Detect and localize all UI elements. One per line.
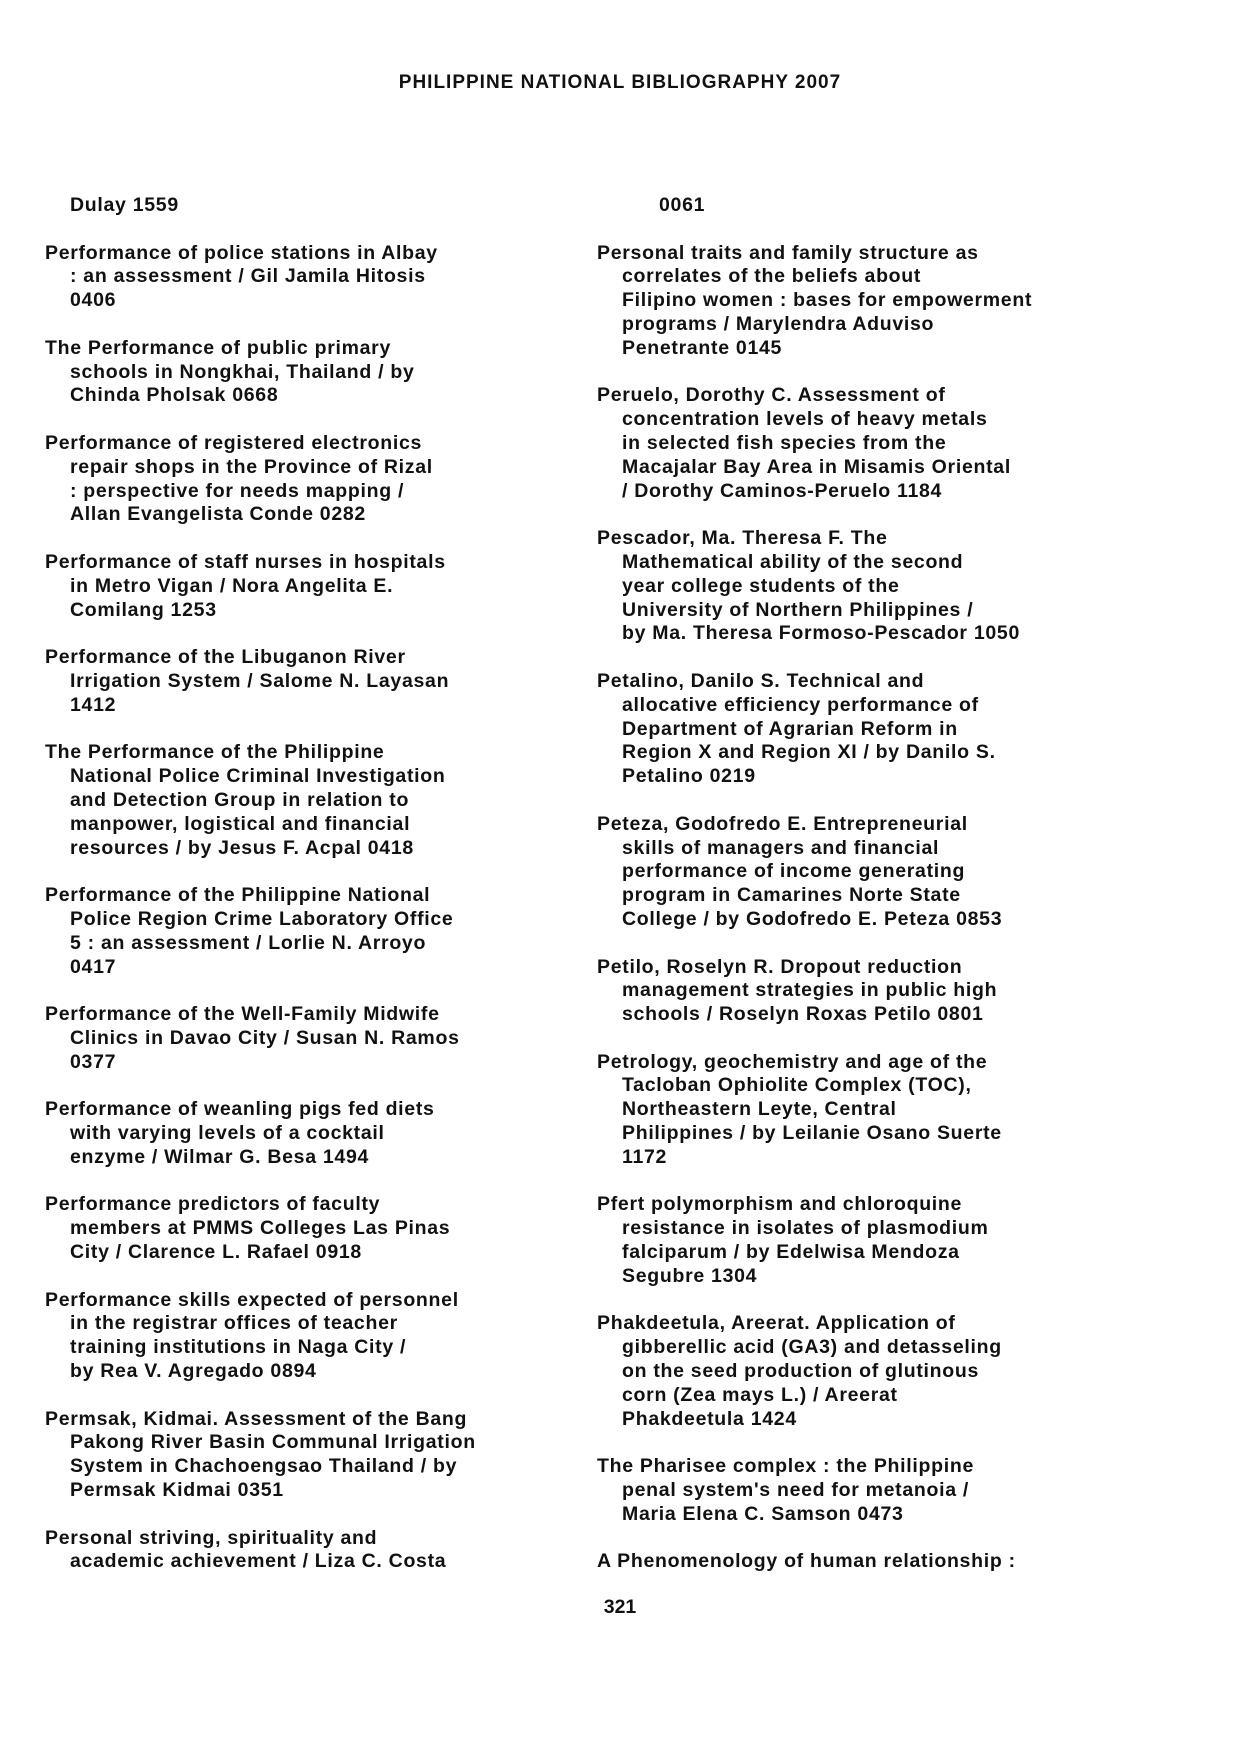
bibliography-entry: Performance of registered electronics repair shops in the Province of Rizal : perspective for needs mapping / Allan Evangelista Conde 0282 — [45, 431, 433, 526]
right-column — [597, 194, 1117, 1598]
bibliography-entry: Petrology, geochemistry and age of the Tacloban Ophiolite Complex (TOC), Northeastern Leyte, Central Philippines / by Leilanie Osano Suerte 1172 — [597, 1050, 1002, 1168]
bibliography-entry: The Performance of the Philippine National Police Criminal Investigation and Detection Group in relation to manpower, logistical and financial resources / by Jesus F. Acpal 0418 — [45, 741, 446, 859]
bibliography-entry: Petilo, Roselyn R. Dropout reduction management strategies in public high schools / Roselyn Roxas Petilo 0801 — [597, 955, 998, 1026]
bibliography-entry: Performance predictors of faculty members at PMMS Colleges Las Pinas City / Clarence L. Rafael 0918 — [45, 1193, 451, 1264]
bibliography-entry: Petalino, Danilo S. Technical and allocative efficiency performance of Department of Agrarian Reform in Region X and Region XI / by Danilo S. Petalino 0219 — [597, 669, 996, 788]
bibliography-entry: Pescador, Ma. Theresa F. The Mathematical ability of the second year college students of the University of Northern Philippines / by Ma. Theresa Formoso-Pescador 1050 — [597, 527, 1021, 645]
bibliography-entry: A Phenomenology of human relationship : — [597, 1550, 1016, 1573]
bibliography-entry: Performance of police stations in Albay : an assessment / Gil Jamila Hitosis 0406 — [45, 241, 438, 312]
page-number: 321 — [603, 1596, 637, 1618]
bibliography-entry: The Performance of public primary schools in Nongkhai, Thailand / by Chinda Pholsak 0668 — [45, 336, 415, 407]
bibliography-entry: Performance of the Well-Family Midwife Clinics in Davao City / Susan N. Ramos 0377 — [45, 1003, 460, 1073]
continuation-text: Dulay 1559 — [70, 194, 179, 216]
left-column — [45, 194, 565, 1598]
bibliography-entry: Personal striving, spirituality and academic achievement / Liza C. Costa — [45, 1526, 447, 1573]
bibliography-entry: Peteza, Godofredo E. Entrepreneurial skills of managers and financial performance of income generating program in Camarines Norte State College / by Godofredo E. Peteza 0853 — [597, 812, 1003, 930]
bibliography-entry: Performance skills expected of personnel in the registrar offices of teacher training institutions in Naga City / by Rea V. Agregado 0894 — [45, 1288, 459, 1383]
bibliography-entry: Peruelo, Dorothy C. Assessment of concentration levels of heavy metals in selected fish species from the Macajalar Bay Area in Misamis Oriental / Dorothy Caminos-Peruelo 1184 — [597, 384, 1011, 502]
bibliography-entry: Performance of the Philippine National Police Region Crime Laboratory Office 5 : an assessment / Lorlie N. Arroyo 0417 — [45, 884, 454, 978]
bibliography-entry: Personal traits and family structure as correlates of the beliefs about Filipino women : bases for empowerment programs / Marylendra Aduviso Penetrante 0145 — [597, 241, 1033, 359]
bibliography-entry: The Pharisee complex : the Philippine penal system's need for metanoia / Maria Elena C. Samson 0473 — [597, 1455, 974, 1525]
bibliography-entry: Phakdeetula, Areerat. Application of gibberellic acid (GA3) and detasseling on the seed production of glutinous corn (Zea mays L.) / Areerat Phakdeetula 1424 — [597, 1312, 1002, 1430]
bibliography-entry: Pfert polymorphism and chloroquine resistance in isolates of plasmodium falciparum / by Edelwisa Mendoza Segubre 1304 — [597, 1193, 989, 1287]
page-header-title: PHILIPPINE NATIONAL BIBLIOGRAPHY 2007 — [398, 72, 842, 93]
bibliography-entry: Performance of staff nurses in hospitals in Metro Vigan / Nora Angelita E. Comilang 1253 — [45, 550, 446, 621]
bibliography-entry: Performance of weanling pigs fed diets with varying levels of a cocktail enzyme / Wilmar G. Besa 1494 — [45, 1098, 435, 1168]
bibliography-entry: Permsak, Kidmai. Assessment of the Bang Pakong River Basin Communal Irrigation System in Chachoengsao Thailand / by Permsak Kidmai 0351 — [45, 1407, 476, 1502]
bibliography-entry: Performance of the Libuganon River Irrigation System / Salome N. Layasan 1412 — [45, 646, 450, 716]
continuation-text: 0061 — [659, 194, 706, 216]
